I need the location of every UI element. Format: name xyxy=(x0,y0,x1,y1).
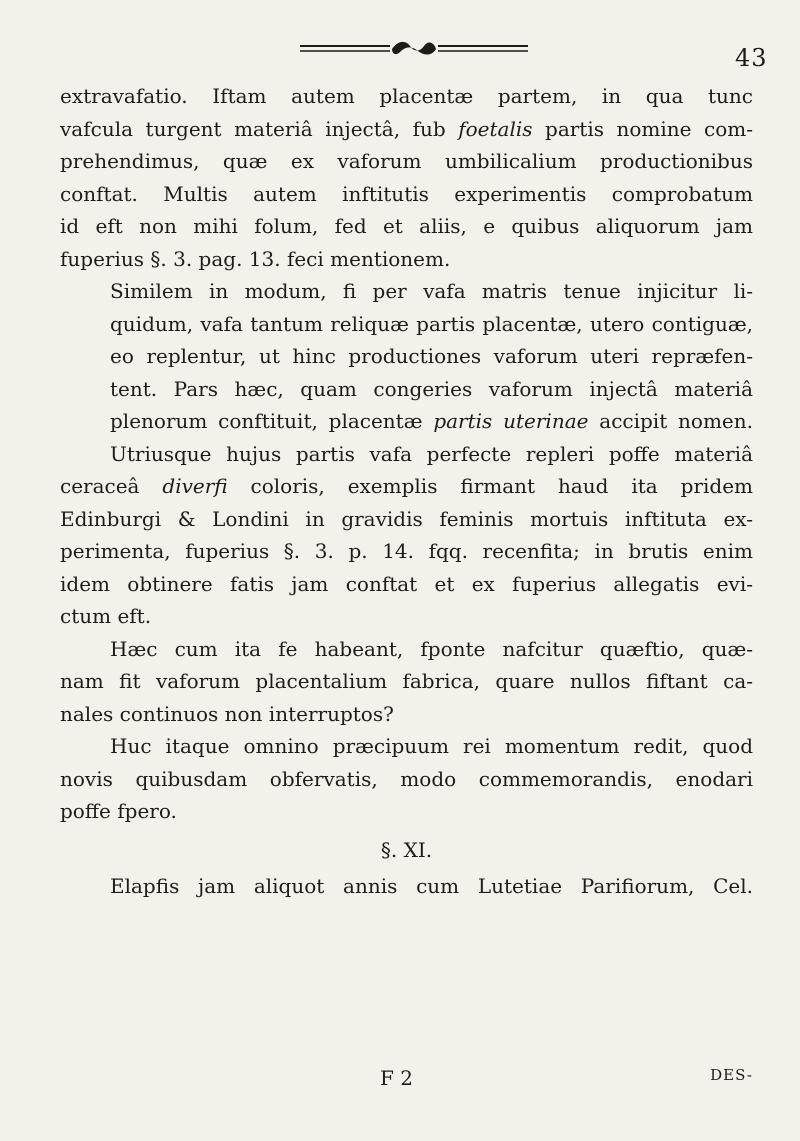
text-line: Elapfis jam aliquot annis cum Lutetiae Parifiorum, Cel. xyxy=(110,874,753,898)
header-ornament-icon xyxy=(300,38,528,60)
text-line: conftat. Multis autem inftitutis experimentis comprobatum xyxy=(60,181,753,206)
paragraph-3 xyxy=(60,438,753,633)
catchword: DES- xyxy=(710,1066,753,1084)
text-line: plenorum conftituit, placentæ partis uterinae accipit nomen. xyxy=(110,409,754,433)
text-line: eo replentur, ut hinc productiones vaforum uteri repræfen- xyxy=(110,344,753,368)
paragraph-6 xyxy=(60,870,753,903)
text-line: vafcula turgent materiâ injectâ, fub foetalis partis nomine com- xyxy=(60,116,753,141)
page-number: 43 xyxy=(735,44,768,72)
signature-mark: F 2 xyxy=(380,1066,413,1090)
text-line: extravafatio. Iftam autem placentæ partem, in qua tunc xyxy=(60,84,753,108)
text-line: idem obtinere fatis jam conftat et ex fuperius allegatis evi- xyxy=(60,571,753,596)
paragraph-4 xyxy=(60,633,753,731)
text-line: quidum, vafa tantum reliquæ partis placentæ, utero contiguæ, xyxy=(110,311,753,336)
text-line: ceraceâ diverfi coloris, exemplis firmant haud ita pridem xyxy=(60,474,753,498)
paragraph-5 xyxy=(60,730,753,828)
text-line: id eft non mihi folum, fed et aliis, e quibus aliquorum jam xyxy=(60,214,753,238)
italic-term: foetalis xyxy=(458,116,533,141)
italic-term: partis uterinae xyxy=(433,409,589,433)
text-line: Huc itaque omnino præcipuum rei momentum redit, quod xyxy=(110,734,753,758)
page-body xyxy=(60,80,753,903)
page-header xyxy=(0,34,800,74)
text-line: prehendimus, quæ ex vaforum umbilicalium productionibus xyxy=(60,149,753,173)
text-line: novis quibusdam obfervatis, modo commemorandis, enodari xyxy=(60,766,753,791)
text-line: perimenta, fuperius §. 3. p. 14. fqq. recenfita; in brutis enim xyxy=(60,539,753,563)
paragraph-2 xyxy=(60,275,753,438)
text-line: tent. Pars hæc, quam congeries vaforum injectâ materiâ xyxy=(110,376,753,401)
text-line: Edinburgi & Londini in gravidis feminis mortuis inftituta ex- xyxy=(60,506,753,531)
text-line: fuperius §. 3. pag. 13. feci mentionem. xyxy=(60,246,451,271)
text-line: poffe fpero. xyxy=(60,799,177,823)
text-line: ctum eft. xyxy=(60,604,152,628)
text-line: Similem in modum, fi per vafa matris tenue injicitur li- xyxy=(110,279,753,303)
text-line: nales continuos non interruptos? xyxy=(60,701,394,726)
italic-term: diverfi xyxy=(162,474,228,498)
text-line: Hæc cum ita fe habeant, fponte nafcitur quæftio, quæ- xyxy=(110,636,753,661)
page-footer xyxy=(60,1066,753,1098)
text-line: nam fit vaforum placentalium fabrica, quare nullos fiftant ca- xyxy=(60,669,753,693)
section-heading: §. XI. xyxy=(380,837,433,862)
paragraph-1 xyxy=(60,80,753,275)
text-line: Utriusque hujus partis vafa perfecte repleri poffe materiâ xyxy=(110,441,753,466)
